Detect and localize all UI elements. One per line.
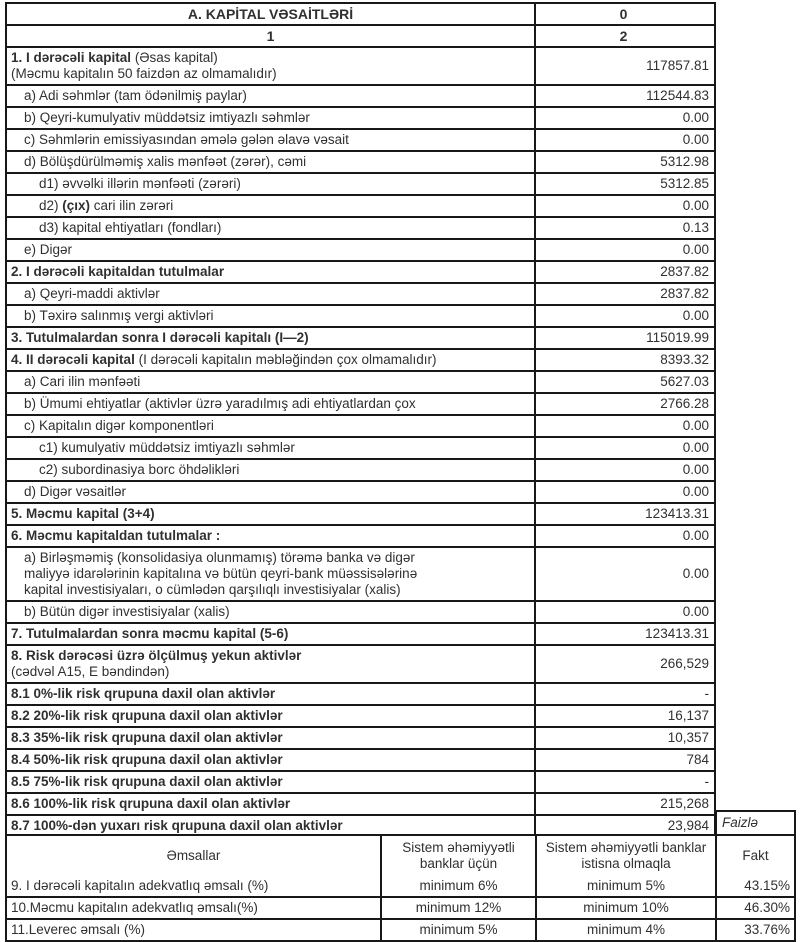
table-row (7, 704, 714, 726)
value-column-index: 2 (619, 28, 628, 44)
table-row (7, 458, 714, 480)
row-label (7, 48, 536, 84)
table-row (7, 392, 714, 414)
row-label-prefix: d) Bölüşdürülməmiş xalis mənfəət (zərər), cəmi (24, 154, 307, 169)
row-value: 10,357 (667, 730, 709, 745)
table-row (7, 106, 714, 128)
row-value: 117857.81 (646, 58, 709, 73)
table-row (7, 370, 714, 392)
row-label (7, 482, 536, 502)
row-label (7, 706, 536, 726)
row-label-prefix: b) Qeyri-kumulyativ müddətsiz imtiyazlı səhmlər (24, 110, 310, 125)
ratios-header-row (7, 836, 794, 876)
row-label (7, 86, 536, 106)
row-label (7, 262, 536, 282)
table-row (7, 480, 714, 502)
row-value: 2837.82 (660, 286, 709, 301)
row-label (7, 438, 536, 458)
table-row (7, 770, 714, 792)
table-row (7, 348, 714, 370)
ratio-systemic-minimum: minimum 6% (380, 876, 535, 896)
header-systemic-banks: Sistem əhəmiyyətli banklar üçün (380, 836, 535, 876)
header-non-systemic-banks: Sistem əhəmiyyətli banklar istisna olmaqla (535, 836, 715, 876)
ratios-table-body (7, 876, 794, 940)
row-value: 0.00 (682, 242, 709, 257)
ratio-systemic-minimum: minimum 5% (380, 920, 535, 940)
title-code-cell: 0 (619, 6, 628, 22)
row-value: 115019.99 (646, 330, 709, 345)
row-label (7, 328, 536, 348)
row-value: 0.00 (682, 110, 709, 125)
ratio-systemic-minimum: minimum 12% (380, 898, 535, 918)
row-value: 0.00 (682, 418, 709, 433)
table-row (7, 622, 714, 644)
table-row (7, 128, 714, 150)
row-label (7, 684, 536, 704)
capital-table-title-row (7, 4, 714, 24)
row-label (7, 130, 536, 150)
table-row (7, 304, 714, 326)
table-row (7, 194, 714, 216)
row-value: 5312.98 (660, 154, 709, 169)
row-label (7, 174, 536, 194)
row-label-bold: 7. Tutulmalardan sonra məcmu kapital (5-6) (11, 626, 289, 641)
row-label-prefix: c1) kumulyativ müddətsiz imtiyazlı səhmlər (39, 440, 295, 455)
row-label-bold: 6. Məcmu kapitaldan tutulmalar : (11, 528, 221, 543)
ratio-row (7, 876, 794, 896)
row-label (7, 372, 536, 392)
capital-table (5, 2, 716, 838)
row-label (7, 306, 536, 326)
row-value: 0.00 (682, 308, 709, 323)
row-label (7, 750, 536, 770)
row-label (7, 240, 536, 260)
unit-label-box (715, 810, 796, 836)
row-label (7, 108, 536, 128)
table-row (7, 46, 714, 84)
table-row (7, 524, 714, 546)
row-label (7, 728, 536, 748)
table-row (7, 84, 714, 106)
row-label-bold: 8.5 75%-lik risk qrupuna daxil olan aktivlər (11, 774, 283, 789)
row-label (7, 394, 536, 414)
row-value: 0.00 (682, 484, 709, 499)
row-value: 5312.85 (660, 176, 709, 191)
row-label-prefix: b) Təxirə salınmış vergi aktivləri (24, 308, 214, 323)
row-label (7, 548, 536, 600)
table-row (7, 546, 714, 600)
row-value: 2837.82 (660, 264, 709, 279)
ratio-row (7, 896, 794, 918)
row-label (7, 218, 536, 238)
capital-table-body (7, 46, 714, 836)
row-label (7, 460, 536, 480)
row-label-prefix: e) Digər (24, 242, 73, 257)
row-label (7, 350, 536, 370)
row-label-rest: (Əsas kapital) (131, 50, 218, 65)
row-label-bold: 5. Məcmu kapital (3+4) (11, 506, 155, 521)
row-value: 23,984 (667, 818, 709, 833)
ratio-label: 10.Məcmu kapitalın adekvatlıq əmsalı(%) (11, 900, 258, 915)
row-label (7, 602, 536, 622)
row-label (7, 152, 536, 172)
table-row (7, 326, 714, 348)
table-row (7, 172, 714, 194)
column-index-row (7, 24, 714, 46)
row-label-line3: kapital investisiyaları, o cümlədən qarşılıqlı investisiyalar (xalis) (24, 582, 401, 597)
table-row (7, 726, 714, 748)
row-label-bold: 8.3 35%-lik risk qrupuna daxil olan aktivlər (11, 730, 283, 745)
row-value: 784 (686, 752, 709, 767)
table-row (7, 150, 714, 172)
row-label-prefix: d2) (39, 198, 63, 213)
row-label (7, 646, 536, 682)
table-row (7, 436, 714, 458)
row-label-prefix: c2) subordinasiya borc öhdəlikləri (39, 462, 240, 477)
row-label (7, 624, 536, 644)
row-label-prefix: d1) əvvəlki illərin mənfəəti (zərəri) (39, 176, 241, 191)
table-row (7, 748, 714, 770)
row-label-prefix: a) Cari ilin mənfəəti (24, 374, 141, 389)
row-value: 2766.28 (660, 396, 709, 411)
row-value: 0.00 (682, 198, 709, 213)
ratios-table (5, 834, 796, 942)
row-value: 123413.31 (645, 506, 709, 521)
header-fact: Fakt (715, 836, 794, 876)
row-label-bold: 4. II dərəcəli kapital (11, 352, 135, 367)
row-label-bold: 8. Risk dərəcəsi üzrə ölçülmuş yekun aktivlər (11, 648, 302, 663)
ratio-row (7, 918, 794, 940)
ratio-fact-value: 33.76% (715, 920, 794, 940)
row-label-bold: 1. I dərəcəli kapital (11, 50, 132, 65)
row-value: 0.13 (682, 220, 709, 235)
ratio-non-systemic-minimum: minimum 5% (535, 876, 715, 896)
row-value: 123413.31 (645, 626, 709, 641)
row-value: 0.00 (682, 440, 709, 455)
row-value: - (704, 774, 709, 789)
row-value: 0.00 (682, 462, 709, 477)
table-row (7, 502, 714, 524)
label-column-index: 1 (7, 26, 536, 46)
row-value: 0.00 (682, 528, 709, 543)
row-label-prefix: b) Bütün digər investisiyalar (xalis) (24, 604, 230, 619)
table-row (7, 600, 714, 622)
row-value: - (704, 686, 709, 701)
row-label-rest: cari ilin zərəri (90, 198, 174, 213)
row-label-prefix: c) Kapitalın digər komponentləri (24, 418, 214, 433)
table-row (7, 260, 714, 282)
table-row (7, 238, 714, 260)
row-label (7, 284, 536, 304)
row-value: 8393.32 (660, 352, 709, 367)
row-label-prefix: a) Birləşməmiş (konsolidasiya olunmamış) törəmə banka və digər (24, 550, 415, 565)
ratio-label: 9. I dərəcəli kapitalın adekvatlıq əmsalı (%) (11, 878, 269, 893)
row-value: 5627.03 (660, 374, 709, 389)
row-value: 16,137 (667, 708, 709, 723)
row-label (7, 416, 536, 436)
row-value: 266,529 (660, 656, 709, 671)
row-label-prefix: c) Səhmlərin emissiyasından əmələ gələn əlavə vəsait (24, 132, 349, 147)
row-label (7, 196, 536, 216)
row-value: 0.00 (682, 566, 709, 581)
row-label-bold: 2. I dərəcəli kapitaldan tutulmalar (11, 264, 225, 279)
ratio-label: 11.Leverec əmsalı (%) (11, 922, 146, 937)
row-label-line2: (cədvəl A15, E bəndindən) (11, 664, 170, 679)
row-label (7, 526, 536, 546)
table-row (7, 414, 714, 436)
row-value: 0.00 (682, 604, 709, 619)
row-label-prefix: b) Ümumi ehtiyatlar (aktivlər üzrə yaradılmış adi ehtiyatlardan çox (24, 396, 416, 411)
row-label-prefix: d3) kapital ehtiyatları (fondları) (39, 220, 222, 235)
ratio-non-systemic-minimum: minimum 10% (535, 898, 715, 918)
row-label-rest: (I dərəcəli kapitalın məbləğindən çox olmamalıdır) (134, 352, 437, 367)
header-coefficients: Əmsallar (166, 848, 221, 863)
table-row (7, 216, 714, 238)
ratio-non-systemic-minimum: minimum 4% (535, 920, 715, 940)
row-value: 215,268 (660, 796, 709, 811)
row-label-bold: 8.7 100%-dən yuxarı risk qrupuna daxil olan aktivlər (11, 818, 343, 833)
row-value: 0.00 (682, 132, 709, 147)
table-title: A. KAPİTAL VƏSAİTLƏRİ (7, 4, 536, 24)
row-label-line2: maliyyə idarələrinin kapitalına və bütün qeyri-bank müəssisələrinə (24, 566, 418, 581)
row-label-bold: (çıx) (62, 198, 91, 213)
ratios-section (5, 810, 796, 942)
row-label-prefix: a) Qeyri-maddi aktivlər (24, 286, 160, 301)
row-label-prefix: a) Adi səhmlər (tam ödənilmiş paylar) (24, 88, 247, 103)
row-label-bold: 8.1 0%-lik risk qrupuna daxil olan aktivlər (11, 686, 276, 701)
row-label (7, 772, 536, 792)
ratio-fact-value: 46.30% (715, 898, 794, 918)
row-label-bold: 3. Tutulmalardan sonra I dərəcəli kapitalı (I—2) (11, 330, 309, 345)
row-label-prefix: d) Digər vəsaitlər (24, 484, 127, 499)
row-label-bold: 8.6 100%-lik risk qrupuna daxil olan aktivlər (11, 796, 291, 811)
row-label-bold: 8.2 20%-lik risk qrupuna daxil olan aktivlər (11, 708, 283, 723)
row-label (7, 504, 536, 524)
unit-label: Faizlə (722, 815, 759, 830)
row-label-line2: (Məcmu kapitalın 50 faizdən az olmamalıdır) (11, 66, 277, 81)
table-row (7, 644, 714, 682)
ratio-fact-value: 43.15% (715, 876, 794, 896)
table-row (7, 282, 714, 304)
row-label-bold: 8.4 50%-lik risk qrupuna daxil olan aktivlər (11, 752, 283, 767)
row-value: 112544.83 (646, 88, 709, 103)
table-row (7, 682, 714, 704)
